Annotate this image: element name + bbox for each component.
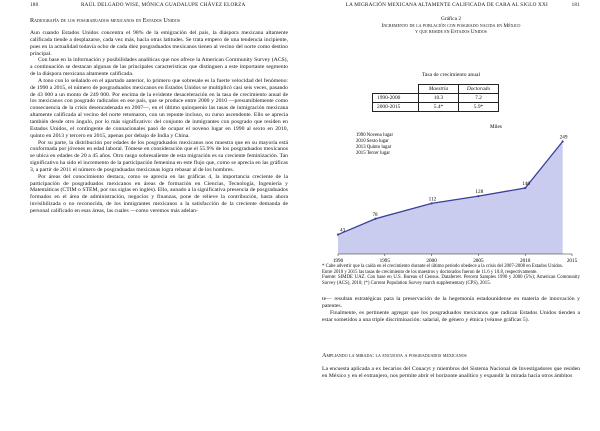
left-section-heading: Radiografía de los posgraduados mexicanos en Estados Unidos bbox=[30, 17, 181, 24]
x-tick-label: 2015 bbox=[566, 258, 578, 264]
left-body bbox=[30, 30, 288, 215]
table-row bbox=[373, 103, 499, 112]
table-cell: 10.3 bbox=[419, 94, 459, 103]
data-label: 112 bbox=[428, 196, 437, 203]
right-running-title: LA MIGRACIÓN MEXICANA ALTAMENTE CALIFICADA DE CARA AL SIGLO XXI bbox=[345, 2, 548, 8]
table-header: Maestría bbox=[419, 85, 459, 94]
right-running-head bbox=[322, 2, 580, 8]
chart-area-fill bbox=[338, 141, 563, 254]
left-page-number: 180 bbox=[30, 2, 39, 8]
x-tick-label: 1995 bbox=[379, 258, 390, 264]
data-label: 78 bbox=[372, 211, 378, 218]
data-point bbox=[524, 187, 526, 189]
left-running-head bbox=[30, 2, 288, 8]
table-title: Tasa de crecimiento anual bbox=[421, 72, 481, 78]
left-running-title: RAÚL DELGADO WISE, MÓNICA GUADALUPE CHÁVEZ ELORZA bbox=[80, 2, 246, 8]
left-paragraph: Aun cuando Estados Unidos concentra el 98% de la emigración del país, la diáspora mexicana altamente calificada tiende a desplazarse, cada vez más, hacia otras latitudes. Se trata empero de una tendencia incipiente, pues en la actualidad todavía ocho de cada diez posgraduados mexicanos tienen al vecino del norte como destino principal. bbox=[30, 30, 288, 57]
left-paragraph: Por su parte, la distribución por edades de los posgraduados mexicanos nos muestra que en su mayoría está conformada por jóvenes en edad laboral. Tómese en consideración que el 55.9% de los posgraduados mexicanos se ubica en edades de 20 a 45 años. Otro rasgo sobresaliente de esta migración es su creciente feminización. Tan significativo ha sido el incremento de la participación femenina en este flujo que, como se aprecia en las gráficas 3, a partir de 2011 el número de posgraduadas mexicanas logra rebasar al de los hombres. bbox=[30, 139, 288, 173]
x-tick-label: 2010 bbox=[520, 258, 531, 264]
table-cell: 5.4* bbox=[419, 103, 459, 112]
graph-label: Gráfica 2 bbox=[440, 16, 462, 22]
legend-entry: 2013 Quinto lugar bbox=[356, 145, 392, 150]
x-tick-label: 1990 bbox=[332, 258, 344, 264]
table-header: Doctorado bbox=[459, 85, 499, 94]
growth-rate-table bbox=[372, 84, 499, 112]
graph-caption bbox=[322, 16, 580, 36]
x-tick-label: 2000 bbox=[426, 258, 437, 264]
right-body bbox=[322, 296, 580, 323]
table-row bbox=[373, 94, 499, 103]
table-cell: 5.9* bbox=[459, 103, 499, 112]
posgraduados-line-chart bbox=[322, 118, 580, 268]
data-label: 43 bbox=[340, 227, 346, 234]
x-tick-label: 2005 bbox=[473, 258, 484, 264]
left-paragraph: Por áreas del conocimiento destaca, como se aprecia en las gráficas 4, la importancia creciente de la participación de posgraduados mexicanos en áreas de formación en Ciencias, Tecnología, Ingeniería y Matemáticas (CTIM o STEM, por sus siglas en inglés). Ello, aunado a la significativa presencia de posgraduados formados en el área de administración, negocios y finanzas, pone de relieve la contribución, hasta ahora invisibilizada o no reconocida, de los inmigrantes mexicanos a la satisfacción de la creciente demanda de personal calificado en esas áreas, las cuales —como veremos más adelan- bbox=[30, 173, 288, 214]
note: * Cabe advertir que la caída en el crecimiento durante el último periodo obedece a la crisis del 2007-2008 en Estados Unidos. bbox=[322, 264, 564, 269]
right-section-heading: Ampliando la mirada: la encuesta a posgraduados mexicanos bbox=[322, 352, 467, 359]
right-paragraph: La encuesta aplicada a ex becarios del Conacyt y miembros del Sistema Nacional de Investigadores que residen en México y en el extranjero, nos permite abrir el horizonte analítico y expandir la mirada hacia otros ámbitos bbox=[322, 366, 580, 379]
legend-entry: 2010 Sexto lugar bbox=[356, 139, 389, 144]
data-point bbox=[431, 202, 433, 204]
data-label: 146 bbox=[522, 181, 530, 188]
chart-notes bbox=[322, 264, 580, 286]
table-cell: 2000-2015 bbox=[373, 103, 419, 112]
right-page bbox=[322, 0, 580, 431]
right-body-2 bbox=[322, 366, 580, 380]
table-cell: 1990-2000 bbox=[373, 94, 419, 103]
left-paragraph: A tono con lo señalado en el apartado anterior, lo primero que sobresale es la fuerte velocidad del fenómeno: de 1990 a 2015, el número de posgraduados mexicanos en Estados Unidos se multiplicó casi seis veces, pasando de 43 000 a un monto de 249 000. Por encima de la evidente desaceleración en la tasa de crecimiento anual de los mexicanos con posgrado radicados en ese país, que se produce entre 2000 y 2010 —presumiblemente como consecuencia de la crisis desencadenada en 2007—, en el último quinquenio las tasas de inmigración mexicana altamente calificada al vecino del norte retomaron, con un repunte incluso, su curso ascendente. Ello se aprecia también desde otro ángulo, por lo más significativo: del conjunto de inmigrantes con posgrado que residen en Estados Unidos, el contingente de connacionales pasó de ocupar el noveno lugar en 1990 al sexto en 2010, quinto en 2013 y tercero en 2015, apenas por debajo de India y China. bbox=[30, 77, 288, 139]
data-point bbox=[337, 233, 339, 235]
note: Entre 2010 y 2015 las tasas de crecimiento de los maestros y doctorados fueron de 11.6 y 10.8, respectivamente. bbox=[322, 269, 538, 275]
note: Fuente: SIMDE UAZ. Con base en U.S. Bureau of Census. Dataferret. Percent Samples 1990 y 2000 (5%); American Community Survey (ACS), 2010; (*) Current Population Survey march supplementary (CPS), 2015. bbox=[322, 275, 580, 286]
y-axis-label: Miles bbox=[490, 124, 502, 130]
data-point bbox=[477, 195, 479, 197]
left-page bbox=[30, 0, 288, 431]
right-page-number: 181 bbox=[571, 2, 580, 8]
legend-entry: 1990 Noveno lugar bbox=[356, 133, 394, 138]
right-paragraph: Finalmente, es pertinente agregar que los posgraduados mexicanos que radican Estados Unidos tienden a estar sometidos a una triple discriminación: salarial, de género y étnica (véanse gráficas 5). bbox=[322, 309, 580, 323]
data-point bbox=[562, 140, 564, 142]
data-point bbox=[374, 218, 376, 220]
table-cell: 7.2 bbox=[459, 94, 499, 103]
data-label: 249 bbox=[559, 134, 568, 141]
graph-title-line-2: y que reside en Estados Unidos bbox=[415, 29, 487, 35]
left-paragraph: Con base en la información y posibilidades analíticas que nos ofrece la American Community Survey (ACS), a continuación se destacan algunas de las principales características que distinguen a este importante segmento de la diáspora mexicana altamente calificada. bbox=[30, 57, 288, 78]
data-label: 128 bbox=[475, 189, 484, 196]
graph-title-line-1: Incremento de la población con posgrado nacida en México bbox=[381, 22, 521, 29]
legend-entry: 2015 Tercer lugar bbox=[356, 151, 390, 156]
right-paragraph: te— resultan estratégicas para la preservación de la hegemonía estadounidense en materia de innovación y patentes. bbox=[322, 296, 580, 309]
